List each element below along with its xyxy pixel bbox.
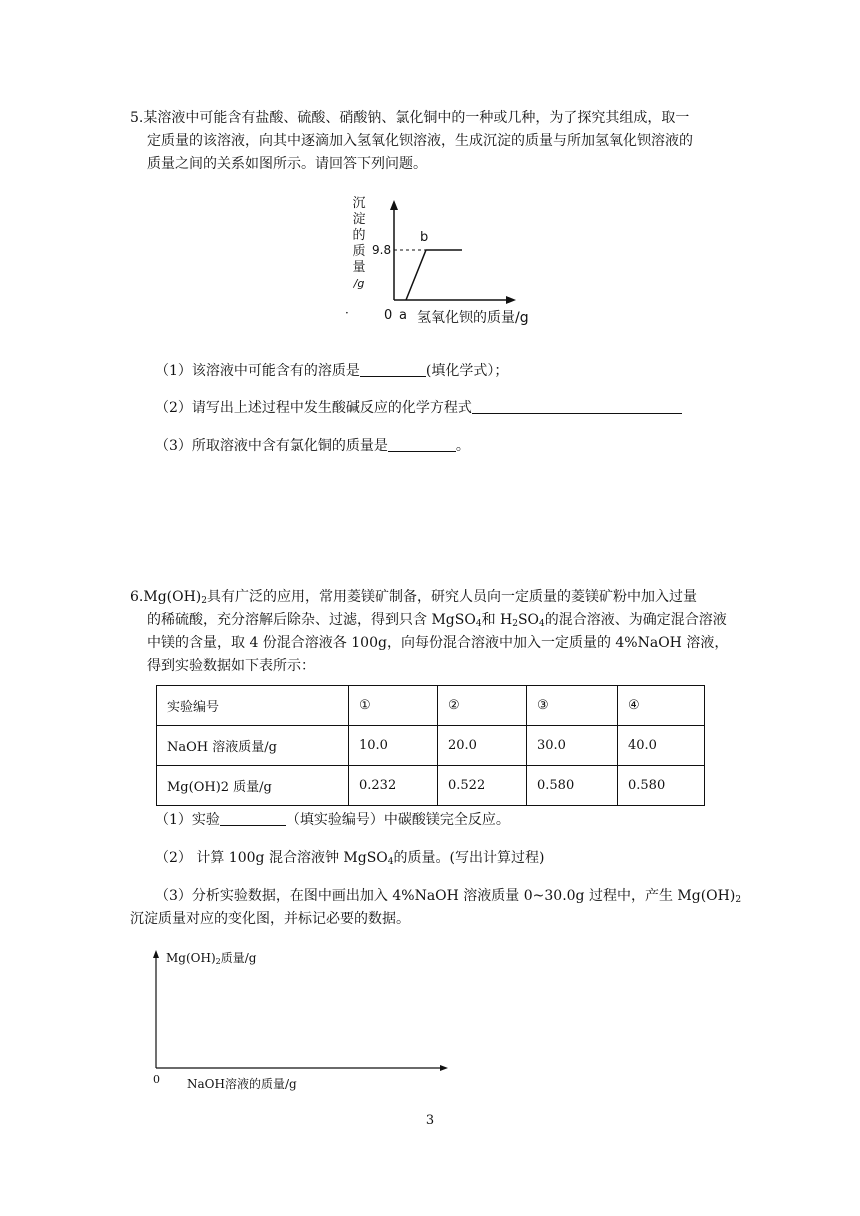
table-cell: 20.0: [438, 726, 527, 766]
table-cell: 30.0: [527, 726, 618, 766]
q5-sub2-blank[interactable]: [472, 399, 682, 414]
q6-line-4: 得到实验数据如下表所示：: [147, 658, 315, 674]
q6-line-1-sub: 2: [201, 596, 207, 606]
q5-y-char: 量: [352, 260, 366, 275]
q5-sub3-tail: 。: [455, 438, 470, 454]
q5-line-1: 5.某溶液中可能含有盐酸、硫酸、硝酸钠、氯化铜中的一种或几种，为了探究其组成，取一: [130, 110, 690, 126]
q6-line-2: [147, 610, 727, 630]
q6-y-arrow: [153, 950, 159, 958]
table-row: [157, 686, 705, 726]
q6-sub3-line-1: [155, 886, 741, 906]
q6-sub1: [155, 810, 510, 830]
table-header-cell: ④: [618, 686, 705, 726]
table-header-cell: ①: [349, 686, 438, 726]
page-number: 3: [425, 1113, 435, 1128]
q6-sub3-sub: 2: [735, 895, 742, 905]
table-cell: 10.0: [349, 726, 438, 766]
table-row: [157, 766, 705, 806]
q6-sub2-b: 的质量。(写出计算过程): [393, 850, 545, 866]
q5-sub1: [155, 361, 508, 381]
q5-dot: ·: [345, 306, 349, 320]
q6-x-label: NaOH溶液的质量/g: [187, 1077, 297, 1091]
q5-sub1-tail: (填化学式）；: [425, 363, 509, 379]
q6-y-label-a: Mg(OH): [166, 951, 216, 965]
q5-x-arrow: [506, 296, 516, 304]
q5-curve: [406, 250, 462, 300]
q5-sub3: [155, 436, 470, 456]
q5-origin-label: 0: [384, 308, 393, 323]
q6-line-2-sub2: 2: [512, 619, 518, 629]
table-cell: 0.580: [618, 766, 705, 806]
q6-line-1-b: 具有广泛的应用，常用菱镁矿制备，研究人员向一定质量的菱镁矿粉中加入过量: [207, 589, 697, 605]
table-header-cell: 实验编号: [157, 686, 349, 726]
table-cell: Mg(OH)2 质量/g: [157, 766, 349, 806]
q5-line-2: 定质量的该溶液，向其中逐滴加入氢氧化钡溶液，生成沉淀的质量与所加氢氧化钡溶液的: [147, 133, 693, 149]
q5-sub3-text: （3）所取溶液中含有氯化铜的质量是: [155, 438, 388, 454]
q6-line-1-a: 6.Mg(OH): [130, 589, 202, 605]
q5-y-char: 的: [352, 228, 366, 243]
table-cell: NaOH 溶液质量/g: [157, 726, 349, 766]
q5-line-3: 质量之间的关系如图所示。请回答下列问题。: [147, 156, 427, 172]
q5-x-label: 氢氧化钡的质量/g: [417, 310, 529, 326]
q6-sub2: [155, 848, 544, 868]
q5-y-value-label: 9.8: [372, 243, 392, 257]
q6-y-label: [166, 949, 256, 966]
q5-sub2: [155, 398, 682, 418]
q5-y-char: 质: [352, 244, 366, 259]
table-row: [157, 726, 705, 766]
q5-sub1-blank[interactable]: [360, 362, 426, 377]
q6-line-1: [130, 587, 697, 607]
q5-point-a-label: a: [399, 308, 407, 323]
q6-line-2-a: 的稀硫酸，充分溶解后除杂、过滤，得到只含 MgSO: [147, 612, 476, 628]
q6-line-2-d: 的混合溶液、为确定混合溶液: [544, 612, 727, 628]
q5-y-char: /g: [353, 277, 365, 290]
q6-line-2-sub1: 4: [475, 619, 482, 629]
q6-data-table: [156, 685, 705, 806]
q5-y-arrow: [390, 200, 398, 210]
q5-sub2-text: （2）请写出上述过程中发生酸碱反应的化学方程式: [155, 400, 472, 416]
q5-y-char: 淀: [352, 212, 366, 227]
q6-line-2-b: 和 H: [481, 612, 513, 628]
table-cell: 0.580: [527, 766, 618, 806]
table-cell: 40.0: [618, 726, 705, 766]
table-header-cell: ③: [527, 686, 618, 726]
q5-sub3-blank[interactable]: [388, 437, 456, 452]
q6-line-3: 中镁的含量，取 4 份混合溶液各 100g，向每份混合溶液中加入一定质量的 4%NaOH 溶液，: [147, 635, 729, 651]
q5-y-char: 沉: [352, 196, 366, 211]
q6-line-2-sub3: 4: [539, 619, 545, 629]
q6-origin-label: 0: [153, 1073, 160, 1086]
q6-sub1-b: （填实验编号）中碳酸镁完全反应。: [285, 812, 510, 828]
q6-y-label-b: 质量/g: [220, 951, 257, 965]
q6-y-label-sub: 2: [215, 957, 221, 966]
q6-line-2-c: SO: [517, 612, 540, 628]
q5-point-b-label: b: [420, 230, 429, 245]
q6-sub3-a: （3）分析实验数据，在图中画出加入 4%NaOH 溶液质量 0~30.0g 过程中，产生 Mg(OH): [155, 888, 736, 904]
q6-sub1-a: （1）实验: [155, 812, 220, 828]
table-cell: 0.232: [349, 766, 438, 806]
table-cell: 0.522: [438, 766, 527, 806]
table-header-cell: ②: [438, 686, 527, 726]
q6-x-arrow: [440, 1065, 448, 1071]
q6-sub1-blank[interactable]: [220, 811, 286, 826]
q6-sub2-a: （2） 计算 100g 混合溶液钟 MgSO: [155, 850, 388, 866]
q6-sub2-sub: 4: [387, 857, 394, 867]
q5-sub1-text: （1）该溶液中可能含有的溶质是: [155, 363, 360, 379]
q5-y-label: [350, 196, 368, 292]
q6-sub3-line-2: 沉淀质量对应的变化图，并标记必要的数据。: [130, 911, 410, 927]
